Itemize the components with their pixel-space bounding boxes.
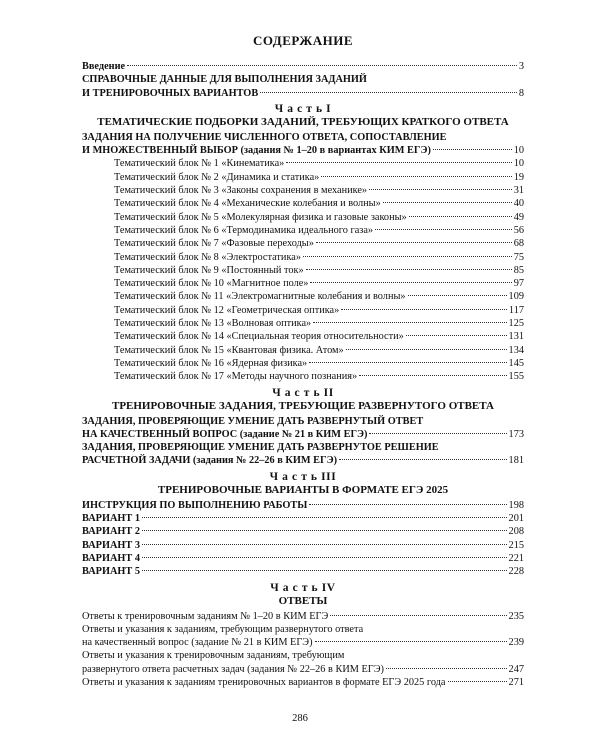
dot-leader [142, 544, 507, 545]
toc-entry-text: Тематический блок № 9 «Постоянный ток» [114, 264, 304, 276]
toc-entry[interactable] [82, 565, 524, 578]
toc-entry-page: 97 [513, 278, 524, 290]
dot-leader [286, 162, 511, 163]
dot-leader [313, 322, 506, 323]
toc-entry[interactable] [82, 370, 524, 383]
answers-entry-1[interactable] [82, 610, 524, 623]
toc-entry-page: 10 [513, 145, 524, 157]
toc-entry-text: Ответы и указания к заданиям тренировочных вариантов в формате ЕГЭ 2025 года [82, 676, 446, 688]
toc-entry[interactable] [82, 552, 524, 565]
dot-leader [303, 256, 512, 257]
toc-entry-page: 239 [508, 637, 524, 649]
toc-entry[interactable] [82, 197, 524, 210]
part-3-label: Ч а с т ь III [269, 470, 337, 483]
toc-entry[interactable] [82, 211, 524, 224]
toc-entry-page: 109 [508, 291, 524, 303]
toc-entry-page: 131 [508, 331, 524, 343]
toc-entry[interactable] [82, 525, 524, 538]
page-number: 286 [292, 713, 308, 724]
dot-leader [315, 641, 507, 642]
toc-entry-text: Тематический блок № 15 «Квантовая физика. Атом» [114, 344, 344, 356]
toc-entry-text: И МНОЖЕСТВЕННЫЙ ВЫБОР (задания № 1–20 в вариантах КИМ ЕГЭ) [82, 145, 431, 157]
toc-entry-text: Тематический блок № 6 «Термодинамика идеального газа» [114, 224, 374, 236]
part-2-item-2-line: ЗАДАНИЯ, ПРОВЕРЯЮЩИЕ УМЕНИЕ ДАТЬ РАЗВЕРНУТОЕ РЕШЕНИЕ [82, 442, 439, 454]
toc-entry-page: 198 [508, 499, 524, 511]
answers-entry-4[interactable] [82, 676, 524, 689]
variants-list [82, 499, 524, 579]
dot-leader [321, 176, 511, 177]
toc-entry-text: Ответы к тренировочным заданиям № 1–20 в КИМ ЕГЭ [82, 610, 329, 622]
toc-entry-text: ВАРИАНТ 1 [82, 513, 140, 525]
dot-leader [448, 681, 507, 682]
toc-entry-page: 155 [508, 371, 524, 383]
dot-leader [310, 282, 511, 283]
toc-entry-text: Тематический блок № 7 «Фазовые переходы» [114, 238, 314, 250]
toc-entry-page: 19 [513, 171, 524, 183]
toc-entry-page: 181 [508, 455, 524, 467]
dot-leader [330, 615, 506, 616]
toc-entry[interactable] [82, 251, 524, 264]
toc-entry-text: Тематический блок № 10 «Магнитное поле» [114, 278, 309, 290]
dot-leader [142, 570, 507, 571]
part-1-section-line: ЗАДАНИЯ НА ПОЛУЧЕНИЕ ЧИСЛЕННОГО ОТВЕТА, СОПОСТАВЛЕНИЕ [82, 131, 447, 143]
toc-entry-page: 40 [513, 198, 524, 210]
toc-entry[interactable] [82, 499, 524, 512]
toc-entry-reference-line: СПРАВОЧНЫЕ ДАННЫЕ ДЛЯ ВЫПОЛНЕНИЯ ЗАДАНИЙ [82, 74, 367, 86]
dot-leader [346, 349, 507, 350]
toc-entry-page: 228 [508, 566, 524, 578]
toc-entry[interactable] [82, 344, 524, 357]
toc-entry-page: 8 [518, 87, 524, 99]
dot-leader [306, 269, 512, 270]
part-2-item-1[interactable] [82, 428, 524, 441]
toc-entry-text: Тематический блок № 2 «Динамика и статика» [114, 171, 320, 183]
toc-entry-text: ВАРИАНТ 2 [82, 526, 140, 538]
toc-entry-text: Тематический блок № 12 «Геометрическая оптика» [114, 304, 340, 316]
toc-entry[interactable] [82, 330, 524, 343]
toc-entry[interactable] [82, 171, 524, 184]
toc-entry-text: И ТРЕНИРОВОЧНЫХ ВАРИАНТОВ [82, 87, 259, 99]
toc-entry[interactable] [82, 264, 524, 277]
toc-entry[interactable] [82, 539, 524, 552]
toc-entry[interactable] [82, 224, 524, 237]
toc-entry[interactable] [82, 157, 524, 170]
dot-leader [433, 149, 512, 150]
toc-entry[interactable] [82, 277, 524, 290]
dot-leader [260, 92, 517, 93]
toc-entry-page: 85 [513, 264, 524, 276]
toc-entry-text: на качественный вопрос (задание № 21 в КИМ ЕГЭ) [82, 637, 313, 649]
toc-entry-text: Введение [82, 61, 126, 72]
toc-entry[interactable] [82, 184, 524, 197]
toc-entry-page: 3 [518, 61, 524, 72]
dot-leader [309, 362, 506, 363]
part-2-item-2[interactable] [82, 454, 524, 467]
toc-entry[interactable] [82, 290, 524, 303]
toc-entry-page: 117 [508, 304, 524, 316]
toc-entry-text: Тематический блок № 13 «Волновая оптика» [114, 318, 312, 330]
toc-entry-text: Тематический блок № 14 «Специальная теория относительности» [114, 331, 404, 343]
dot-leader [127, 65, 517, 66]
toc-entry-text: ИНСТРУКЦИЯ ПО ВЫПОЛНЕНИЮ РАБОТЫ [82, 499, 308, 511]
dot-leader [369, 433, 506, 434]
dot-leader [142, 517, 507, 518]
dot-leader [369, 189, 512, 190]
part-2-item-1-line: ЗАДАНИЯ, ПРОВЕРЯЮЩИЕ УМЕНИЕ ДАТЬ РАЗВЕРНУТЫЙ ОТВЕТ [82, 415, 424, 427]
toc-entry-text: Тематический блок № 11 «Электромагнитные колебания и волны» [114, 291, 406, 303]
toc-entry-text: Тематический блок № 1 «Кинематика» [114, 158, 285, 170]
thematic-blocks-list [82, 157, 524, 383]
toc-entry-page: 56 [513, 224, 524, 236]
toc-entry-text: ВАРИАНТ 4 [82, 552, 140, 564]
toc-title: СОДЕРЖАНИЕ [252, 33, 354, 48]
dot-leader [142, 530, 507, 531]
part-1-section[interactable] [82, 144, 524, 157]
toc-entry-text: развернутого ответа расчетных задач (задания № 22–26 в КИМ ЕГЭ) [82, 663, 384, 675]
part-4-title: ОТВЕТЫ [278, 594, 328, 607]
toc-entry-page: 215 [508, 539, 524, 551]
toc-entry-page: 134 [508, 344, 524, 356]
toc-entry-text: Тематический блок № 4 «Механические колебания и волны» [114, 198, 381, 210]
dot-leader [375, 229, 512, 230]
toc-entry-text: Тематический блок № 8 «Электростатика» [114, 251, 302, 263]
toc-entry-text: Тематический блок № 3 «Законы сохранения в механике» [114, 185, 368, 197]
part-2-label: Ч а с т ь II [272, 386, 334, 399]
toc-entry-page: 31 [513, 185, 524, 197]
toc-entry-page: 221 [508, 552, 524, 564]
dot-leader [408, 295, 507, 296]
part-1-title: ТЕМАТИЧЕСКИЕ ПОДБОРКИ ЗАДАНИЙ, ТРЕБУЮЩИХ КРАТКОГО ОТВЕТА [97, 115, 509, 128]
toc-entry-text: Тематический блок № 5 «Молекулярная физика и газовые законы» [114, 211, 407, 223]
dot-leader [339, 459, 507, 460]
part-2-title: ТРЕНИРОВОЧНЫЕ ЗАДАНИЯ, ТРЕБУЮЩИЕ РАЗВЕРНУТОГО ОТВЕТА [111, 399, 495, 412]
part-3-title: ТРЕНИРОВОЧНЫЕ ВАРИАНТЫ В ФОРМАТЕ ЕГЭ 2025 [157, 483, 449, 496]
toc-entry-page: 235 [508, 610, 524, 622]
toc-entry-page: 125 [508, 318, 524, 330]
toc-content [82, 33, 524, 689]
toc-entry[interactable] [82, 357, 524, 370]
toc-entry-text: Тематический блок № 16 «Ядерная физика» [114, 357, 308, 369]
toc-entry[interactable] [82, 237, 524, 250]
dot-leader [359, 375, 506, 376]
part-4-label: Ч а с т ь IV [270, 581, 336, 594]
answers-entry-2-line: Ответы и указания к заданиям, требующим развернутого ответа [82, 623, 364, 635]
answers-entry-3-line: Ответы и указания к тренировочным заданиям, требующим [82, 650, 345, 662]
toc-entry-page: 75 [513, 251, 524, 263]
toc-entry-text: РАСЧЕТНОЙ ЗАДАЧИ (задания № 22–26 в КИМ ЕГЭ) [82, 455, 337, 467]
answers-entry-3[interactable] [82, 663, 524, 676]
dot-leader [383, 202, 512, 203]
toc-entry-page: 271 [508, 676, 524, 688]
dot-leader [386, 668, 507, 669]
toc-entry[interactable] [82, 317, 524, 330]
toc-entry-page: 68 [513, 238, 524, 250]
dot-leader [406, 335, 507, 336]
toc-entry-page: 247 [508, 663, 524, 675]
dot-leader [309, 504, 506, 505]
toc-entry-intro[interactable] [82, 60, 524, 73]
toc-entry[interactable] [82, 512, 524, 525]
toc-entry-page: 201 [508, 513, 524, 525]
toc-entry-page: 10 [513, 158, 524, 170]
toc-entry[interactable] [82, 304, 524, 317]
answers-entry-2[interactable] [82, 636, 524, 649]
part-1-label: Ч а с т ь I [274, 102, 332, 115]
toc-entry-page: 208 [508, 526, 524, 538]
toc-entry-text: ВАРИАНТ 3 [82, 539, 140, 551]
dot-leader [316, 242, 512, 243]
toc-entry-text: ВАРИАНТ 5 [82, 566, 140, 578]
dot-leader [142, 557, 507, 558]
toc-entry-text: НА КАЧЕСТВЕННЫЙ ВОПРОС (задание № 21 в КИМ ЕГЭ) [82, 428, 368, 440]
dot-leader [341, 309, 507, 310]
toc-entry-page: 49 [513, 211, 524, 223]
toc-entry-page: 145 [508, 357, 524, 369]
toc-entry-reference[interactable] [82, 87, 524, 100]
toc-entry-page: 173 [508, 428, 524, 440]
toc-entry-text: Тематический блок № 17 «Методы научного познания» [114, 371, 358, 383]
dot-leader [409, 216, 512, 217]
